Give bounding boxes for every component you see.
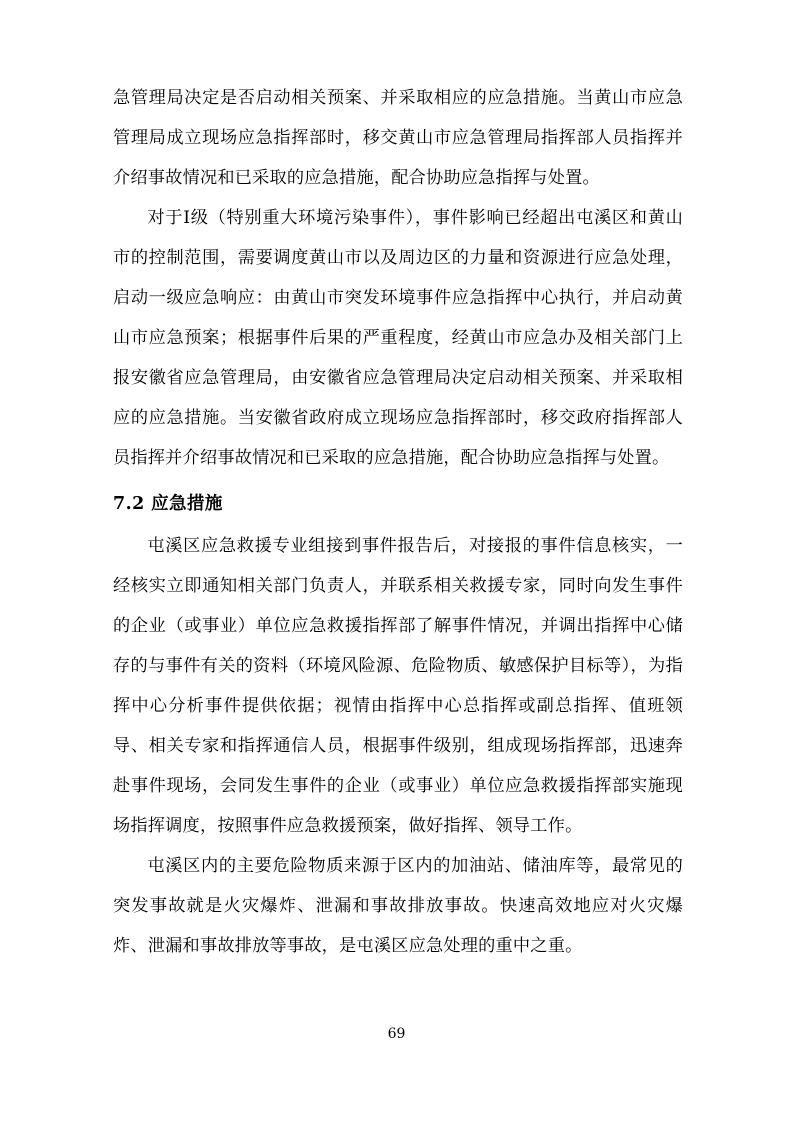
section-heading: 7.2 应急措施 — [113, 494, 223, 514]
paragraph: 屯溪区应急救援专业组接到事件报告后，对接报的事件信息核实，一经核实立即通知相关部门负责人，并联系相关救援专家，同时向发生事件的企业（或事业）单位应急救援指挥部了解事件情况，并调出指挥中心储存的与事件有关的资料（环境风险源、危险物质、敏感保护目标等），为指挥中心分析事件提供依据；视情由指挥中心总指挥或副总指挥、值班领导、相关专家和指挥通信人员，根据事件级别，组成现场指挥部，迅速奔赴事件现场，会同发生事件的企业（或事业）单位应急救援指挥部实施现场指挥调度，按照事件应急救援预案，做好指挥、领导工作。 — [113, 536, 683, 836]
paragraph: 屯溪区内的主要危险物质来源于区内的加油站、储油库等，最常见的突发事故就是火灾爆炸、泄漏和事故排放事故。快速高效地应对火灾爆炸、泄漏和事故排放等事故，是屯溪区应急处理的重中之重。 — [113, 856, 683, 956]
page-number: 69 — [387, 1026, 406, 1042]
paragraph: 急管理局决定是否启动相关预案、并采取相应的应急措施。当黄山市应急管理局成立现场应急指挥部时，移交黄山市应急管理局指挥部人员指挥并介绍事故情况和已采取的应急措施，配合协助应急指挥与处置。 — [113, 88, 683, 188]
paragraph: 对于Ⅰ级（特别重大环境污染事件），事件影响已经超出屯溪区和黄山市的控制范围，需要调度黄山市以及周边区的力量和资源进行应急处理，启动一级应急响应：由黄山市突发环境事件应急指挥中心执行，并启动黄山市应急预案；根据事件后果的严重程度，经黄山市应急办及相关部门上报安徽省应急管理局，由安徽省应急管理局决定启动相关预案、并采取相应的应急措施。当安徽省政府成立现场应急指挥部时，移交政府指挥部人员指挥并介绍事故情况和已采取的应急措施，配合协助应急指挥与处置。 — [113, 208, 683, 468]
page-content — [113, 78, 683, 966]
